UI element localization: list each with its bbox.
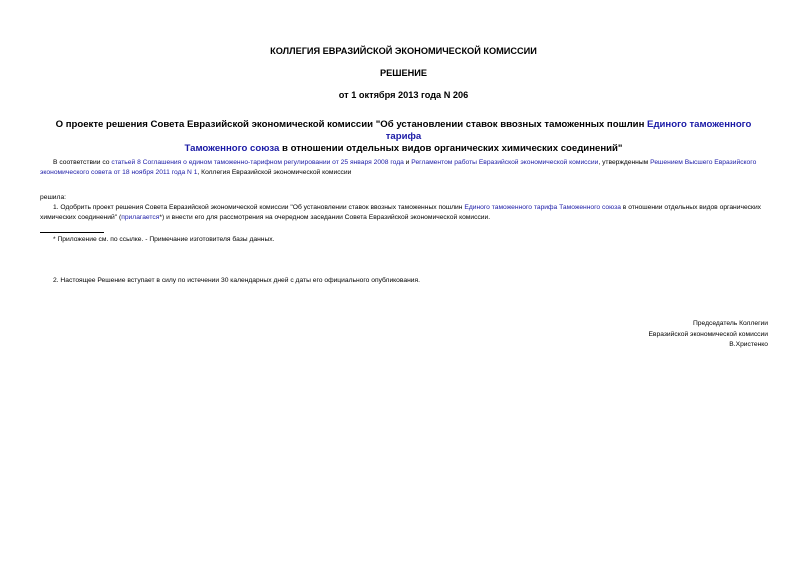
title-suffix: в отношении отдельных видов органических химических соединений" [279,143,623,154]
preamble-link-regulations[interactable]: Регламентом работы Евразийской экономической комиссии [411,159,599,166]
title-prefix: О проекте решения Совета Евразийской экономической комиссии "Об установлении ставок ввозных таможенных пошлин [55,119,648,130]
item-1-text-1: 1. Одобрить проект решения Совета Евразийской экономической комиссии "Об установлении ставок ввозных таможенных пошлин [53,204,465,211]
signature-title: Председатель Коллегии [692,320,768,327]
item-1-text-2: в отношении отдельных видов органических химических соединений" ( [40,204,762,221]
title-link-tariff[interactable]: Единого таможенного тарифа [385,119,752,142]
item-1-text-3: *) и внести его для рассмотрения на очередном заседании Совета Евразийской экономической комиссии. [159,214,491,221]
date-number-heading: от 1 октября 2013 года N 206 [338,90,469,100]
item-1-link-attached[interactable]: прилагается [121,214,160,221]
preamble-paragraph [40,158,770,178]
item-1-paragraph [40,203,770,223]
preamble-link-decision[interactable]: Решением Высшего Евразийского экономического совета от 18 ноября 2011 года N 1 [40,159,757,176]
organization-heading: КОЛЛЕГИЯ ЕВРАЗИЙСКОЙ ЭКОНОМИЧЕСКОЙ КОМИССИИ [270,46,537,56]
footnote: * Приложение см. по ссылке. - Примечание изготовителя базы данных. [53,236,275,243]
preamble-text-1: В соответствии со [53,159,112,166]
item-2-paragraph: 2. Настоящее Решение вступает в силу по истечении 30 календарных дней с даты его официального опубликования. [53,277,421,284]
preamble-text-3: , утвержденным [598,159,651,166]
footnote-divider [40,232,104,233]
signature-name: В.Христенко [729,341,768,348]
item-1-link-tariff[interactable]: Единого таможенного тарифа Таможенного союза [464,204,621,211]
preamble-text-2: и [403,159,412,166]
title-link-customs-union[interactable]: Таможенного союза [184,143,280,154]
preamble-text-4: , Коллегия Евразийской экономической комиссии [197,169,352,176]
decided-label: решила: [40,194,67,201]
signature-organization: Евразийской экономической комиссии [648,331,768,338]
preamble-link-article-8[interactable]: статьей 8 Соглашения о едином таможенно-тарифном регулировании от 25 января 2008 года [111,159,404,166]
document-title [50,119,757,155]
document-type-heading: РЕШЕНИЕ [380,68,427,78]
